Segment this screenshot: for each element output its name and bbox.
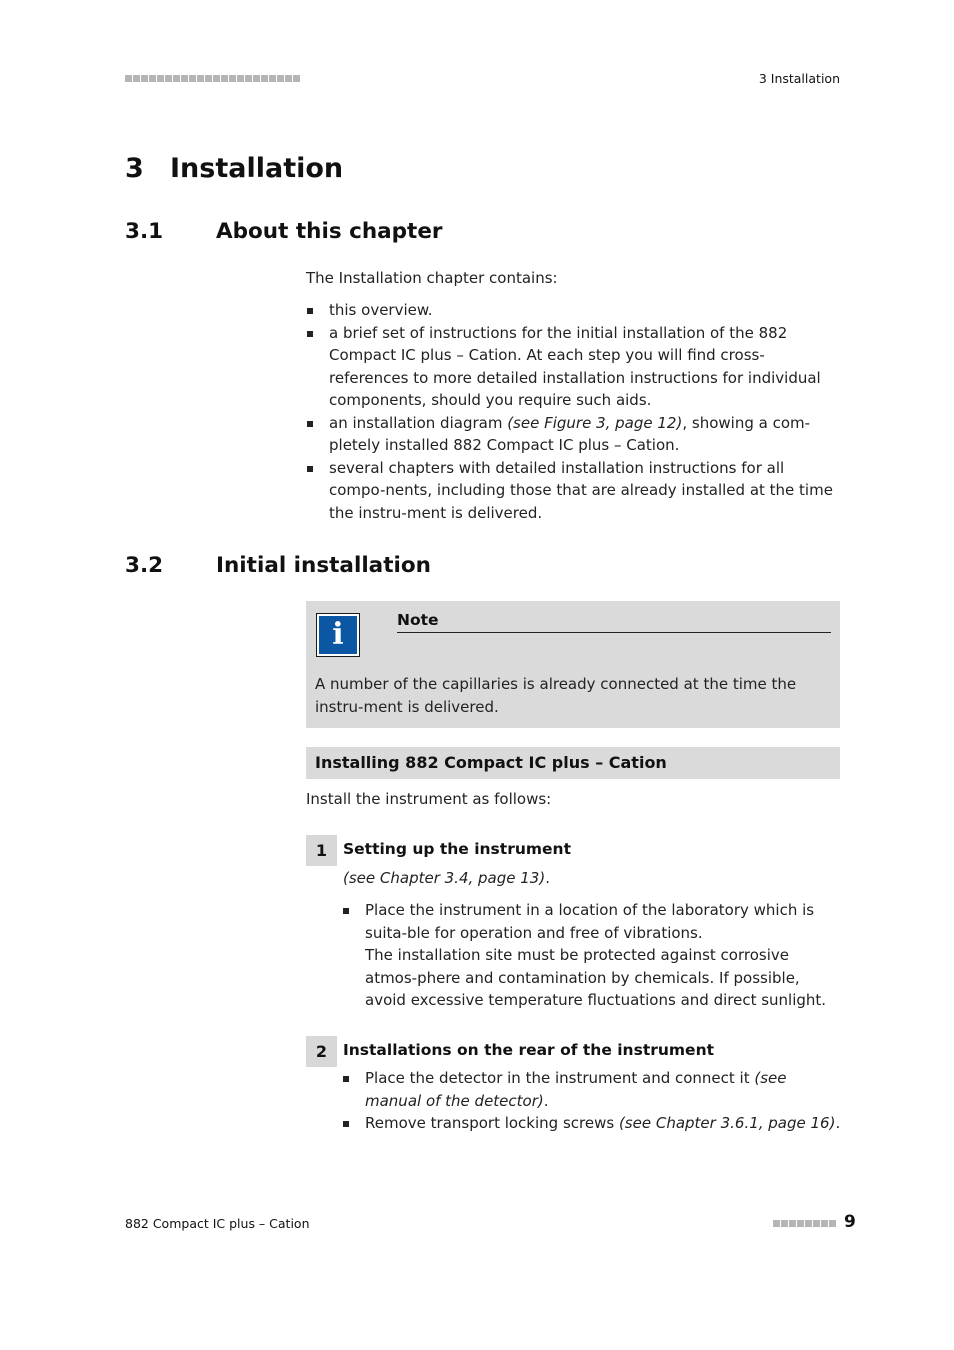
note-box [306, 601, 840, 728]
cross-reference[interactable]: (see Figure 3, page 12) [507, 413, 683, 432]
chapter-title: Installation [170, 153, 344, 184]
list-item: Remove transport locking screws (see Chapter 3.6.1, page 16). [342, 1112, 842, 1135]
cross-reference[interactable]: (see Chapter 3.6.1, page 16) [618, 1114, 836, 1132]
step-title: Setting up the instrument [343, 840, 571, 858]
header-decoration [125, 75, 300, 82]
note-divider [397, 632, 831, 633]
about-intro: The Installation chapter contains: [306, 269, 558, 287]
step-number: 2 [306, 1036, 337, 1067]
page-number: 9 [844, 1212, 856, 1232]
step-number: 1 [306, 835, 337, 866]
cross-reference[interactable]: (see Chapter 3.4, page 13) [343, 869, 546, 887]
section-title: Initial installation [216, 553, 431, 578]
note-text: A number of the capillaries is already connected at the time the instru-ment is delivered. [315, 675, 797, 716]
footer-decoration [773, 1220, 836, 1227]
about-bullet-list [306, 299, 840, 524]
note-title: Note [397, 611, 439, 629]
section-heading-initial [125, 553, 431, 578]
step-reference: (see Chapter 3.4, page 13). [343, 869, 550, 887]
section-heading-about [125, 219, 443, 244]
info-icon: i [316, 613, 360, 657]
list-item: Place the instrument in a location of the laboratory which is suita-ble for operation and free of vibrations. The installation site must be protected against corrosive atmos-phere and contamination by chemicals. If possible, avoid excessive temperature fluctuations and direct sunlight. [342, 899, 842, 1012]
section-number: 3.1 [125, 219, 164, 244]
list-item: a brief set of instructions for the initial installation of the 882 Compact IC plus – Cation. At each step you will find cross-references to more detailed installation instructions for individual components, should you require such aids. [306, 322, 840, 412]
chapter-heading [125, 153, 343, 184]
step-2-bullets [342, 1067, 842, 1135]
section-number: 3.2 [125, 553, 164, 578]
list-item: Place the detector in the instrument and connect it (see manual of the detector). [342, 1067, 842, 1112]
cross-reference[interactable]: (see manual of the detector) [365, 1069, 787, 1110]
footer-product: 882 Compact IC plus – Cation [125, 1216, 310, 1231]
procedure-title-bar: Installing 882 Compact IC plus – Cation [306, 747, 840, 779]
list-item: several chapters with detailed installation instructions for all compo-nents, including those that are already installed at the time the instru-ment is delivered. [306, 457, 840, 525]
procedure-intro: Install the instrument as follows: [306, 790, 552, 808]
running-header: 3 Installation [758, 71, 840, 86]
chapter-number: 3 [125, 153, 144, 184]
list-item: an installation diagram (see Figure 3, page 12), showing a com-pletely installed 882 Compact IC plus – Cation. [306, 412, 840, 457]
list-item: this overview. [306, 299, 840, 322]
step-1-bullets [342, 899, 842, 1012]
section-title: About this chapter [216, 219, 443, 244]
step-title: Installations on the rear of the instrument [343, 1041, 715, 1059]
